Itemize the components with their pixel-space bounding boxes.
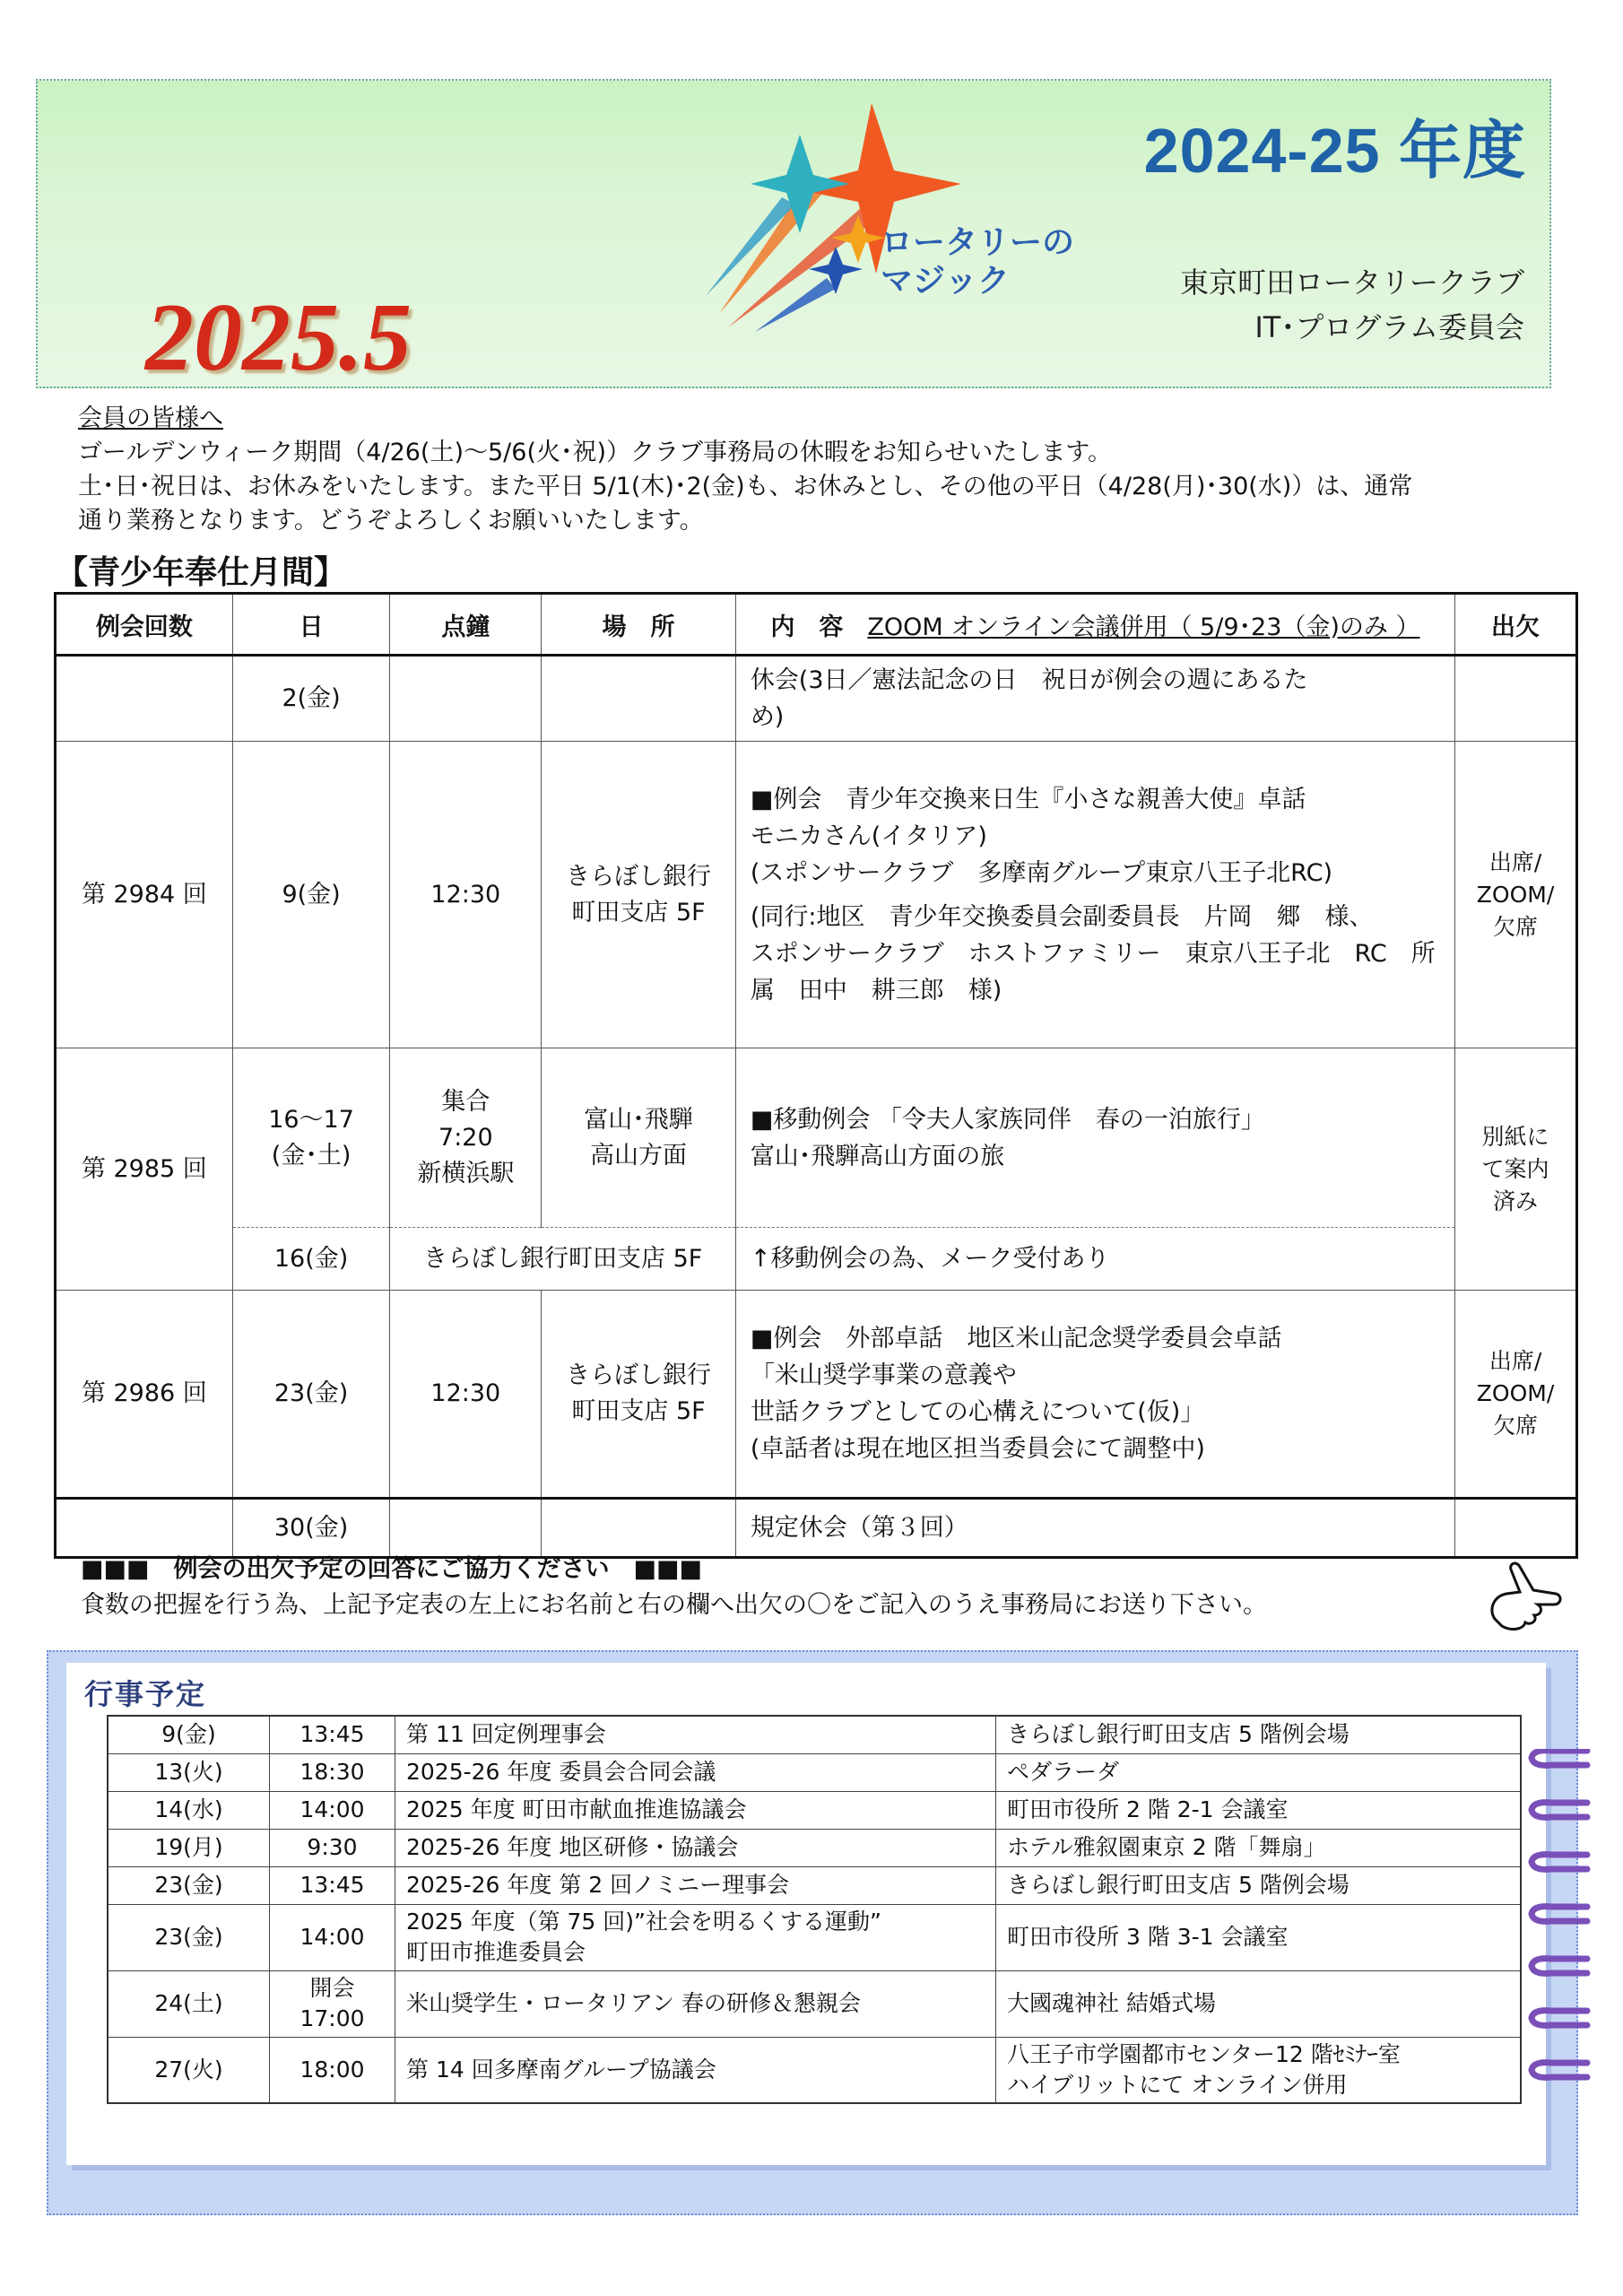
section-title: 【青少年奉仕月間】 xyxy=(56,554,347,591)
intro-heading: 会員の皆様へ xyxy=(78,404,223,432)
day-cell: 16～17 (金･土) xyxy=(232,1048,390,1228)
events-table xyxy=(107,1715,1522,2104)
day-cell: 9(金) xyxy=(232,742,390,1048)
table-row xyxy=(56,656,1577,742)
col-bell: 点鐘 xyxy=(390,594,542,656)
content-cell: ↑移動例会の為、メーク受付あり xyxy=(735,1228,1454,1291)
pointing-hand-icon xyxy=(1484,1556,1565,1637)
table-row: 14(水) 14:00 2025 年度 町田市献血推進協議会 町田市役所 2 階 2-1 会議室 xyxy=(108,1791,1521,1829)
round-cell: 第 2984 回 xyxy=(56,742,233,1048)
meeting-schedule-table xyxy=(54,592,1578,1559)
notice-text: 食数の把握を行う為、上記予定表の左上にお名前と右の欄へ出欠の〇をご記入のうえ事務局にお送り下さい。 xyxy=(81,1591,1267,1619)
table-row xyxy=(56,742,1577,1048)
club-info xyxy=(1180,260,1524,350)
events-title: 行事予定 xyxy=(84,1677,207,1711)
day-cell: 30(金) xyxy=(232,1499,390,1558)
content-cell: ■移動例会 「令夫人家族同伴 春の一泊旅行」 富山･飛騨高山方面の旅 xyxy=(735,1048,1454,1228)
time-cell: 12:30 xyxy=(390,1291,542,1499)
content-cell: 休会(3日／憲法記念の日 祝日が例会の週にあるた め) xyxy=(735,656,1454,742)
table-row: 24(土) 開会 17:00 米山奨学生・ロータリアン 春の研修＆懇親会 大國魂神社 結婚式場 xyxy=(108,1970,1521,2037)
zoom-note: ZOOM オンライン会議併用（ 5/9･23（金)のみ ） xyxy=(867,613,1420,641)
col-content-label: 内 容 xyxy=(770,613,844,641)
events-paper xyxy=(66,1663,1546,2165)
header-banner xyxy=(36,79,1551,391)
intro-notice xyxy=(78,402,1558,538)
day-cell: 2(金) xyxy=(232,656,390,742)
round-cell: 第 2986 回 xyxy=(56,1291,233,1499)
day-cell: 16(金) xyxy=(232,1228,390,1291)
time-cell: 12:30 xyxy=(390,742,542,1048)
committee-name: IT･プログラム委員会 xyxy=(1254,310,1524,344)
table-row: 27(火) 18:00 第 14 回多摩南グループ協議会 八王子市学園都市センター12 階ｾﾐﾅｰ室 ハイブリットにて オンライン併用 xyxy=(108,2037,1521,2103)
col-day: 日 xyxy=(232,594,390,656)
col-round: 例会回数 xyxy=(56,594,233,656)
table-row xyxy=(56,1048,1577,1228)
notebook-rings-icon xyxy=(1524,1749,1596,2108)
attendance-cell[interactable]: 出席/ ZOOM/ 欠席 xyxy=(1455,1291,1577,1499)
table-row: 13(火) 18:30 2025-26 年度 委員会合同会議 ペダラーダ xyxy=(108,1753,1521,1791)
content-cell: 規定休会（第３回） xyxy=(735,1499,1454,1558)
rotary-magic-logo xyxy=(701,99,1132,341)
attendance-notice xyxy=(81,1552,1267,1623)
time-cell: 集合 7:20 新横浜駅 xyxy=(390,1048,542,1228)
table-row: 23(金) 13:45 2025-26 年度 第 2 回ノミニー理事会 きらぼし銀行町田支店 5 階例会場 xyxy=(108,1866,1521,1904)
place-cell: きらぼし銀行 町田支店 5F xyxy=(542,1291,736,1499)
col-attendance: 出欠 xyxy=(1455,594,1577,656)
fiscal-year: 2024-25 年度 xyxy=(1143,116,1526,186)
table-row: 19(月) 9:30 2025-26 年度 地区研修・協議会 ホテル雅叙園東京 2 階「舞扇」 xyxy=(108,1829,1521,1866)
col-place: 場 所 xyxy=(542,594,736,656)
place-cell: きらぼし銀行町田支店 5F xyxy=(390,1228,735,1291)
table-row: 23(金) 14:00 2025 年度（第 75 回)”社会を明るくする運動” 町田市推進委員会 町田市役所 3 階 3-1 会議室 xyxy=(108,1904,1521,1970)
club-name: 東京町田ロータリークラブ xyxy=(1179,265,1524,300)
intro-line: 通り業務となります。どうぞよろしくお願いいたします。 xyxy=(78,507,704,535)
notice-heading: ■■■ 例会の出欠予定の回答にご協力ください ■■■ xyxy=(81,1555,703,1583)
col-content xyxy=(735,594,1454,656)
table-row xyxy=(56,1291,1577,1499)
place-cell: 富山･飛騨 高山方面 xyxy=(542,1048,736,1228)
attendance-cell[interactable]: 出席/ ZOOM/ 欠席 xyxy=(1455,742,1577,1048)
table-header-row xyxy=(56,594,1577,656)
content-cell: ■例会 外部卓話 地区米山記念奨学委員会卓話 「米山奨学事業の意義や 世話クラブとしての心構えについて(仮)」 (卓話者は現在地区担当委員会にて調整中) xyxy=(735,1291,1454,1499)
content-cell: ■例会 青少年交換来日生『小さな親善大使』卓話 モニカさん(イタリア) (スポンサークラブ 多摩南グループ東京八王子北RC) (同行:地区 青少年交換委員会副委員長 片岡 郷 様、 スポンサークラブ ホストファミリー 東京八王子北 RC 所 属 田中 耕三郎 様) xyxy=(735,742,1454,1048)
issue-date: 2025.5 xyxy=(145,284,412,391)
round-cell: 第 2985 回 xyxy=(56,1048,233,1291)
intro-line: ゴールデンウィーク期間（4/26(土)～5/6(火･祝)）クラブ事務局の休暇をお知らせいたします。 xyxy=(78,439,1113,466)
events-panel xyxy=(47,1650,1578,2215)
logo-text-line1: ロータリーの xyxy=(881,224,1075,261)
table-row: 9(金) 13:45 第 11 回定例理事会 きらぼし銀行町田支店 5 階例会場 xyxy=(108,1716,1521,1753)
attendance-cell[interactable]: 別紙に て案内 済み xyxy=(1455,1048,1577,1291)
table-row xyxy=(56,1499,1577,1558)
day-cell: 23(金) xyxy=(232,1291,390,1499)
logo-text-line2: マジック xyxy=(881,263,1011,300)
table-row xyxy=(56,1228,1577,1291)
intro-line: 土･日･祝日は、お休みをいたします。また平日 5/1(木)･2(金)も、お休みとし、その他の平日（4/28(月)･30(水)）は、通常 xyxy=(78,473,1413,500)
place-cell: きらぼし銀行 町田支店 5F xyxy=(542,742,736,1048)
